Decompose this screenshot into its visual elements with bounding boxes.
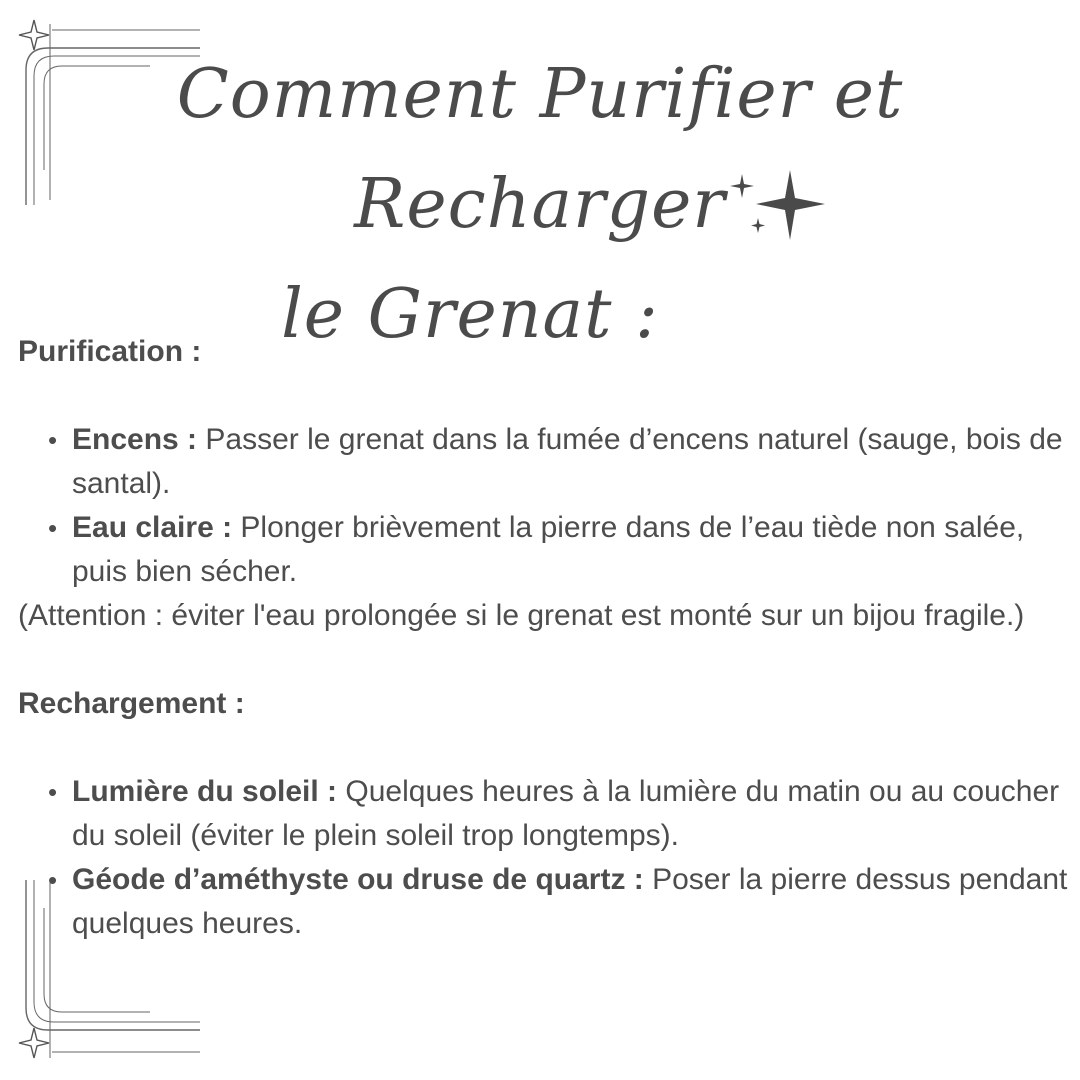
section-heading-purification: Purification : xyxy=(18,335,202,368)
sparkle-icon xyxy=(720,160,840,250)
list-item xyxy=(72,506,1078,594)
page-title xyxy=(0,40,1080,370)
item-text: Passer le grenat dans la fumée d’encens naturel (sauge, bois de santal). xyxy=(72,423,1063,500)
item-text: Quelques heures à la lumière du matin ou au coucher du soleil (éviter le plein soleil trop longtemps). xyxy=(72,775,1060,852)
purification-list xyxy=(18,418,1078,594)
section-heading-recharge: Rechargement : xyxy=(18,687,245,720)
list-item xyxy=(72,858,1078,946)
item-text: Poser la pierre dessus pendant quelques heures. xyxy=(72,863,1068,940)
item-label: Lumière du soleil : xyxy=(72,775,338,808)
item-label: Eau claire : xyxy=(72,511,233,544)
purification-note: (Attention : éviter l'eau prolongée si le grenat est monté sur un bijou fragile.) xyxy=(18,599,1025,632)
item-label: Géode d’améthyste ou druse de quartz : xyxy=(72,863,644,896)
content xyxy=(18,330,1078,946)
title-line-2: le Grenat : xyxy=(281,275,659,354)
list-item xyxy=(72,770,1078,858)
title-line-1: Comment Purifier et Recharger xyxy=(176,55,904,244)
item-label: Encens : xyxy=(72,423,198,456)
recharge-list xyxy=(18,770,1078,946)
item-text: Plonger brièvement la pierre dans de l’eau tiède non salée, puis bien sécher. xyxy=(72,511,1025,588)
list-item xyxy=(72,418,1078,506)
